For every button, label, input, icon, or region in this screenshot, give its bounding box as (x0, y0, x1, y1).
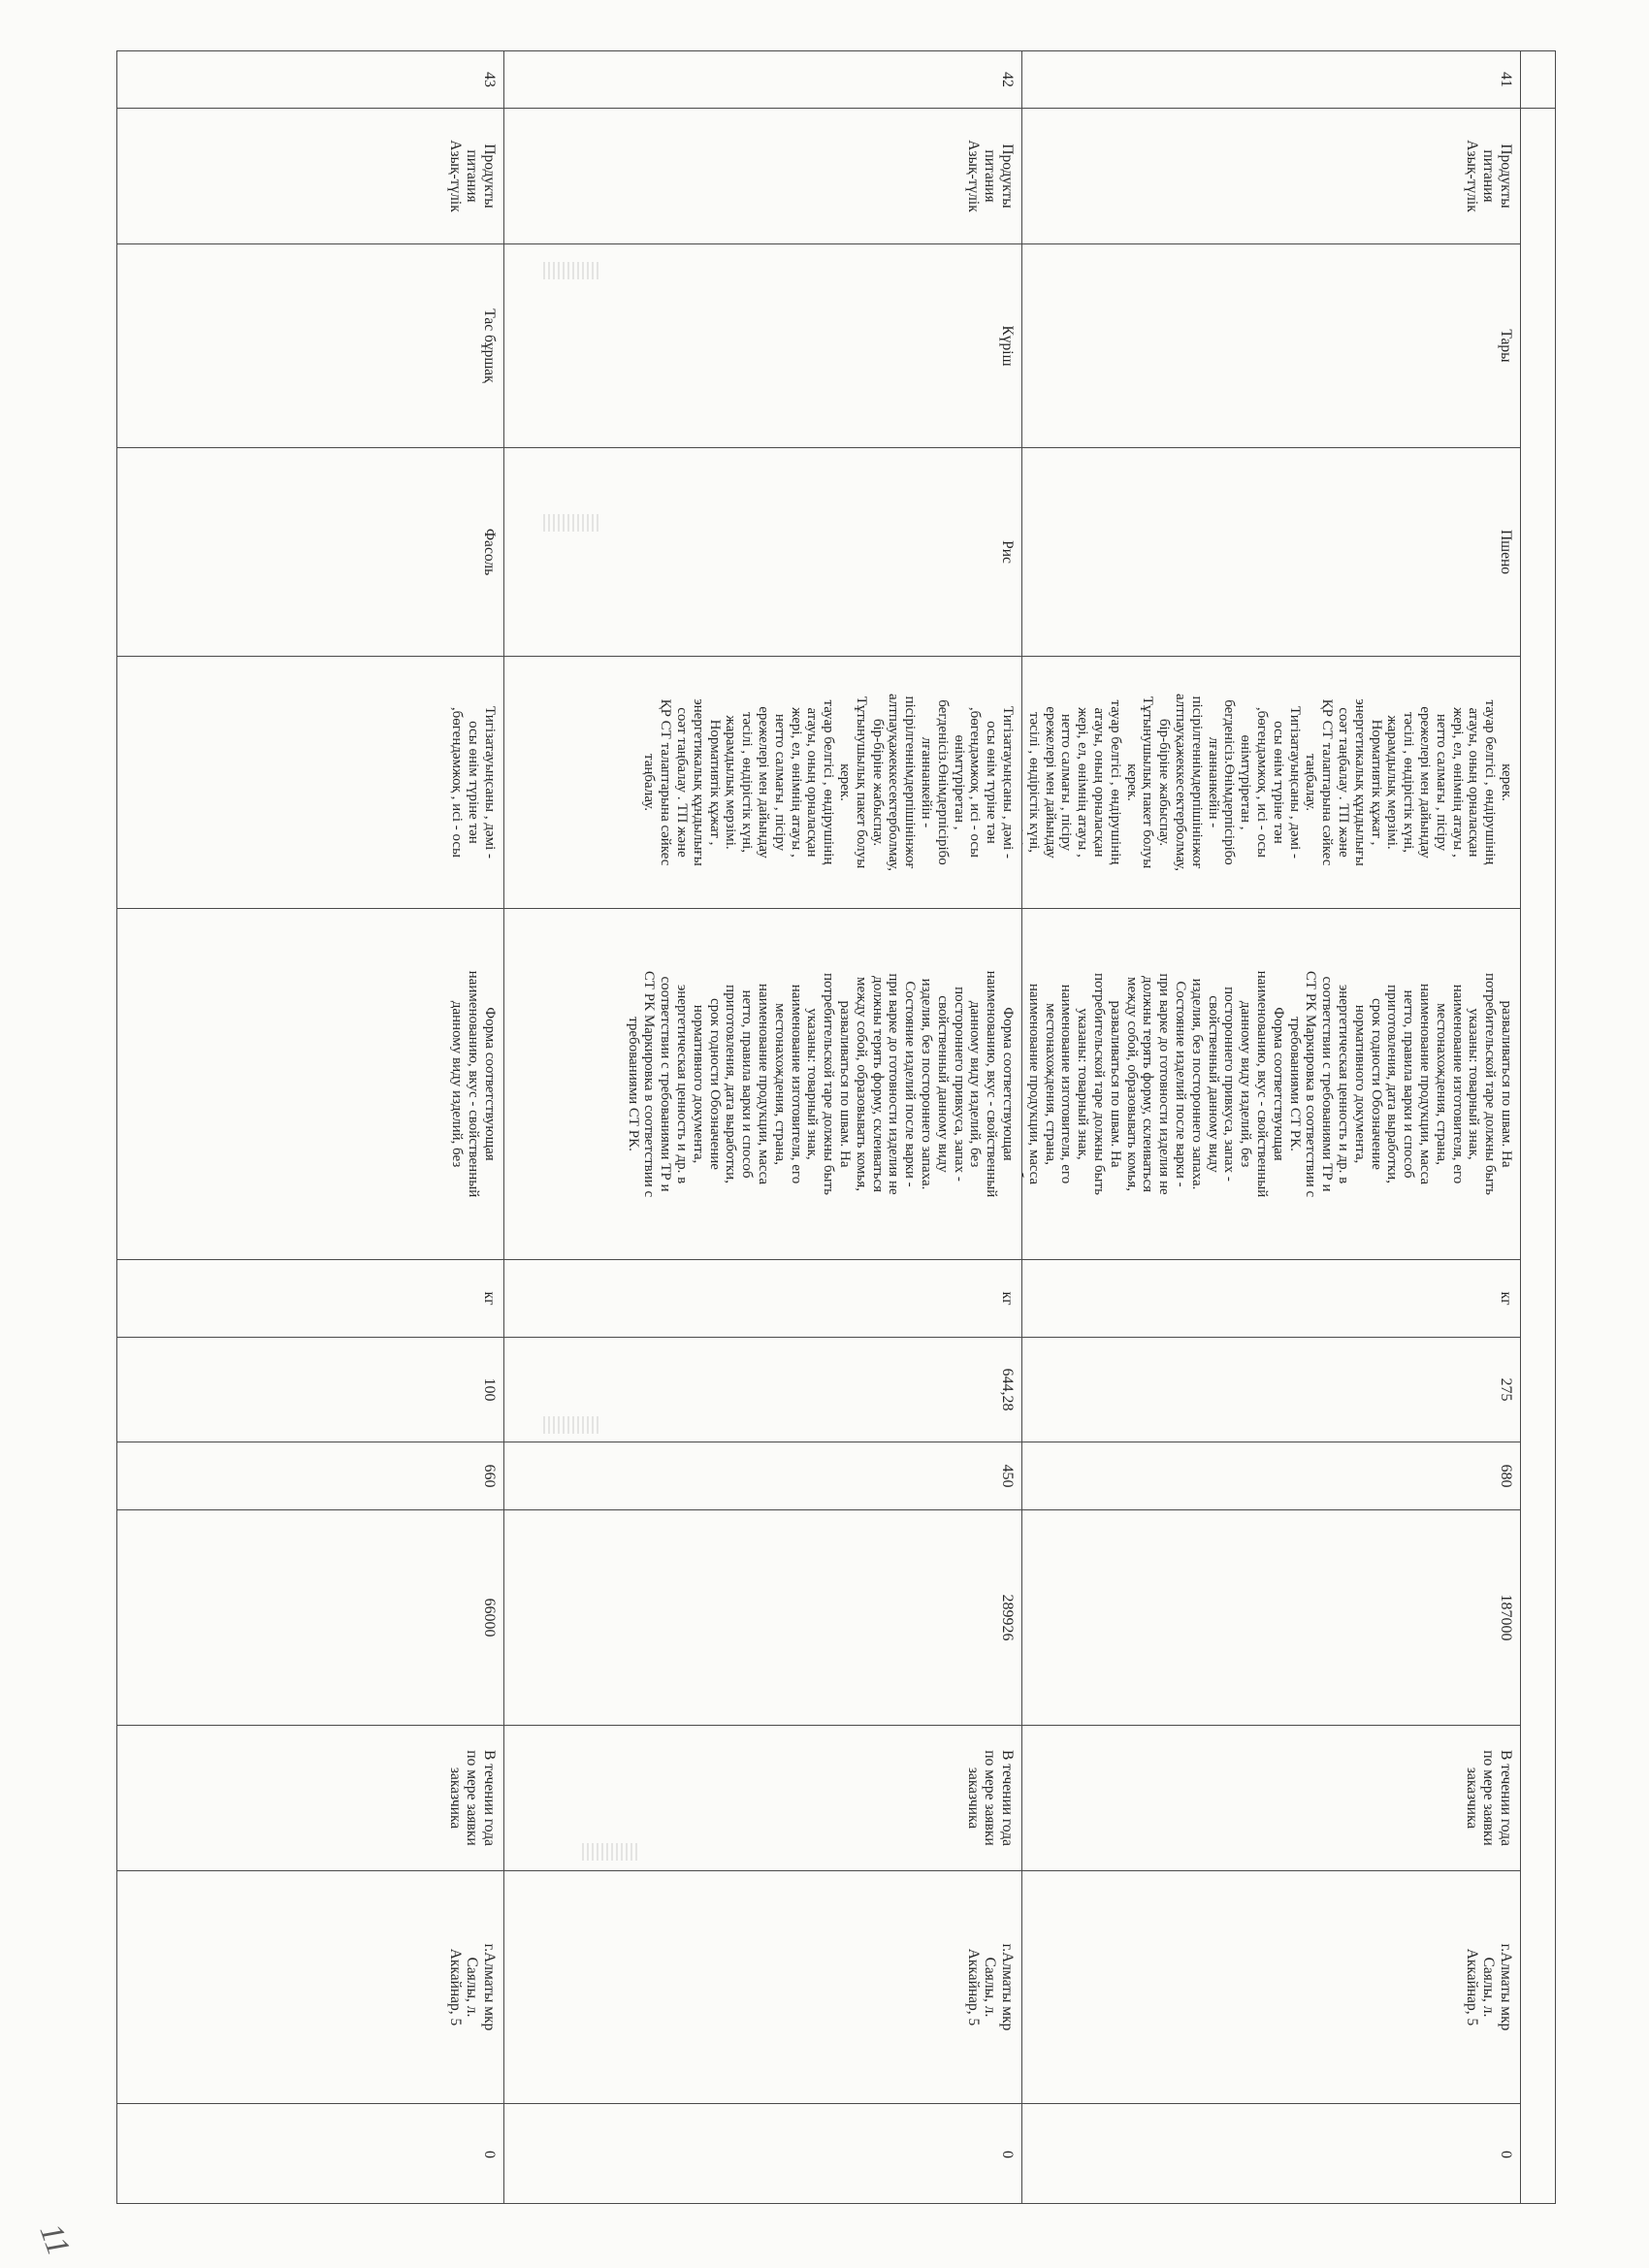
scan-noise (543, 1416, 601, 1434)
table-row (503, 51, 1021, 2204)
cell-position: 42 (999, 72, 1016, 87)
cell-place: г.Алматы мкр Саялы, л. Аккайнар, 5 (117, 1870, 503, 2103)
cell-position: 43 (481, 72, 498, 87)
table-row (1520, 51, 1556, 2204)
cell-unit: кг (117, 1259, 503, 1337)
cell-unit: кг (1022, 1259, 1520, 1337)
cell-advance: 0 (117, 2103, 503, 2204)
cell-continued (1521, 108, 1556, 1491)
cell-term: В течении года по мере заявки заказчика (1022, 1725, 1520, 1870)
cell-price: 680 (1022, 1442, 1520, 1509)
cell-qty: 275 (1022, 1337, 1520, 1442)
cell-spec-ru: разваливаться по швам. На потребительской таре должны быть указаны: товарный знак, наименование изготовителя, его местонахождения, страна, наименование продукции, масса нетто, правила варки и способ приготовления, дата выработки, срок годности Обозначение нормативного документа, энергетическая ценность и др. в соответствии с требованиями ТР и СТ РК Маркировка в соответствии с требованиями СТ РК. Форма соответствующая наименованию, вкус - свойственный данному виду изделий, без постороннего привкуса, запах - свойственный данному виду изделия, без постороннего запаха. Состояние изделий после варки - при варке до готовности изделия не должны терять форму, склеиваться между собой, образовывать комья, разваливаться по швам. На потребительской таре должны быть указаны: товарный знак, наименование изготовителя, его местонахождения, страна, наименование продукции, масса нетто, правила варки способ (1022, 908, 1520, 1259)
cell-spec-kz: Тигізатауыңсаны , дәмі - осы өнім түріне тән ,бөгендәмжоқ , исі - осы (117, 656, 503, 908)
scan-noise (543, 262, 601, 279)
procurement-table (116, 50, 1556, 2204)
cell-sum: 289926 (504, 1509, 1021, 1725)
cell-sum: 66000 (117, 1509, 503, 1725)
cell-unit: кг (504, 1259, 1021, 1337)
cell-spec-kz: Тигізатауыңсаны , дәмі - осы өнім түріне тән ,бөгендәмжоқ , исі - осы өнімтүріретан , бегденісіз.Өнімдерпісірібо лғаннанкейін - пісірілгеннімдерпішінінжоғ алтпауқажеккесектерболмау, бір-біріне жабыспау. Тұтынушылық пакет болуы керек. тауар белгісі , өндірушінің атауы, оның орналасқан жері, ел, өнімнің атауы , нетто салмағы , пісіру ережелері мен дайындау тәсілі , өндірістік күні, жарамдылық мерзімі. Нормативтік құжат , энергетикалық құндылығы соәт таңбалау . ТП және ҚР СТ талаптарына сәйкес таңбалау. (504, 656, 1021, 908)
cell-price: 450 (504, 1442, 1021, 1509)
cell-sum: 187000 (1022, 1509, 1520, 1725)
cell-name: Продукты питания Азық-түлік (117, 108, 503, 243)
page-number: 11 (32, 2219, 77, 2260)
scan-noise (582, 1843, 640, 1861)
cell-spec-ru: Форма соответствующая наименованию, вкус - свойственный данному виду изделий, без постороннего привкуса, запах - свойственный данному виду изделия, без постороннего запаха. Состояние изделий после варки - при варке до готовности изделия не должны терять форму, склеиваться между собой, образовывать комья, разваливаться по швам. На потребительской таре должны быть указаны: товарный знак, наименование изготовителя, его местонахождения, страна, наименование продукции, масса нетто, правила варки и способ приготовления, дата выработки, срок годности Обозначение нормативного документа, энергетическая ценность и др. в соответствии с требованиями ТР и СТ РК Маркировка в соответствии с требованиями СТ РК. (504, 908, 1021, 1259)
table-row (117, 51, 503, 2204)
cell-name: Продукты питания Азық-түлік (1022, 108, 1520, 243)
cell-price: 660 (117, 1442, 503, 1509)
scan-noise (543, 514, 601, 532)
cell-advance: 0 (1022, 2103, 1520, 2204)
cell-item-kz: Күріш (504, 243, 1021, 447)
cell-spec-kz: керек. тауар белгісі , өндірушінің атауы, оның орналасқан жері, ел, өнімнің атауы , нетто салмағы , пісіру ережелері мен дайындау тәсілі , өндірістік күні, жарамдылық мерзімі. Нормативтік құжат , энергетикалық құндылығы соәт таңбалау . ТП және ҚР СТ талаптарына сәйкес таңбалау. Тигізатауыңсаны , дәмі - осы өнім түріне тән ,бөгендәмжоқ , исі - осы өнімтүріретан , бегденісіз.Өнімдерпісірібо лғаннанкейін - пісірілгеннімдерпішінінжоғ алтпауқажеккесектерболмау, бір-біріне жабыспау. Тұтынушылық пакет болуы керек. тауар белгісі , өндірушінің атауы, оның орналасқан жері, ел, өнімнің атауы , нетто салмағы , пісіру ережелері мен дайындау тәсілі , өндірістік күні, жарамдылық мерзімі. (1022, 656, 1520, 908)
cell-spec-ru: Форма соответствующая наименованию, вкус - свойственный данному виду изделий, без (117, 908, 503, 1259)
rotated-table-body (117, 51, 1556, 2204)
cell-advance: 0 (504, 2103, 1021, 2204)
cell-term: В течении года по мере заявки заказчика (117, 1725, 503, 1870)
cell-place: г.Алматы мкр Саялы, л. Аккайнар, 5 (1022, 1870, 1520, 2103)
cell-qty: 100 (117, 1337, 503, 1442)
cell-term: В течении года по мере заявки заказчика (504, 1725, 1021, 1870)
table-row (1021, 51, 1520, 2204)
cell-position (1521, 51, 1556, 108)
cell-item-kz: Тары (1022, 243, 1520, 447)
cell-item-ru: Пшено (1022, 447, 1520, 656)
cell-place: г.Алматы мкр Саялы, л. Аккайнар, 5 (504, 1870, 1021, 2103)
cell-name: Продукты питания Азық-түлік (504, 108, 1021, 243)
cell-item-kz: Тас бұршақ (117, 243, 503, 447)
cell-item-ru: Рис (504, 447, 1021, 656)
cell-position: 41 (1498, 72, 1514, 87)
cell-item-ru: Фасоль (117, 447, 503, 656)
cell-qty: 644,28 (504, 1337, 1021, 1442)
